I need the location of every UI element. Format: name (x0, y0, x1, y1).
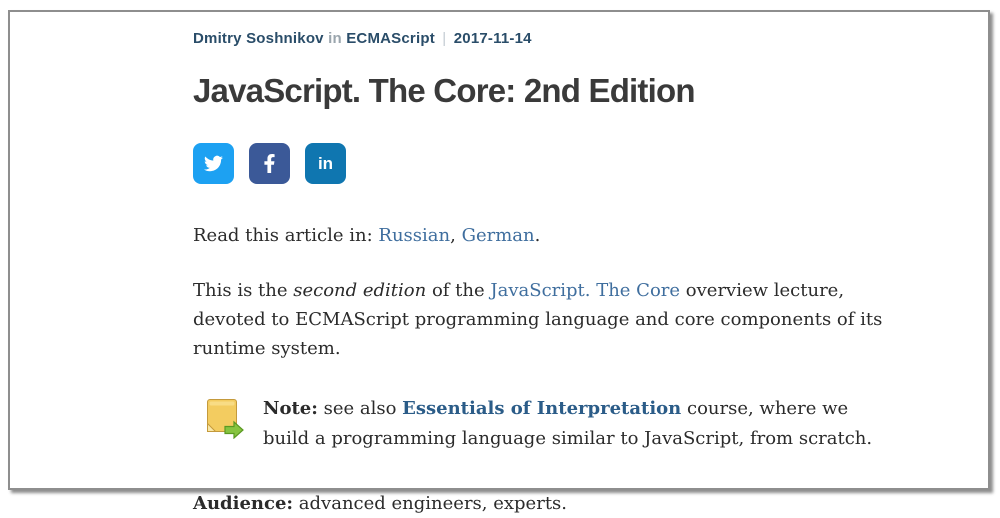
twitter-share-button[interactable] (193, 143, 234, 184)
read-in-prefix: Read this article in: (193, 225, 379, 246)
linkedin-share-button[interactable] (305, 143, 346, 184)
note-label: Note: (263, 398, 318, 419)
sticky-note-arrow-icon (204, 397, 244, 448)
intro-emphasis: second edition (293, 280, 427, 301)
intro-part1: This is the (193, 280, 294, 301)
author-link[interactable]: Dmitry Soshnikov (193, 30, 324, 47)
article-content (193, 30, 898, 518)
audience-label: Audience: (193, 493, 294, 514)
linkedin-icon: in (317, 153, 334, 173)
twitter-icon (204, 154, 223, 173)
audience-line (193, 489, 898, 518)
js-the-core-link[interactable]: JavaScript. The Core (490, 280, 681, 301)
page-title: JavaScript. The Core: 2nd Edition (193, 72, 695, 109)
read-in-comma: , (450, 225, 462, 246)
note-callout (204, 394, 876, 454)
intro-paragraph (193, 276, 898, 363)
meta-separator: | (442, 30, 447, 47)
note-part1: see also (317, 398, 403, 419)
meta-in-label: in (328, 30, 342, 47)
note-text (263, 394, 876, 454)
intro-part3: overview lecture, devoted to ECMAScript programming language and core components of its runtime system. (193, 280, 883, 359)
russian-translation-link[interactable]: Russian (378, 225, 451, 246)
intro-part2: of the (426, 280, 491, 301)
german-translation-link[interactable]: German (461, 225, 535, 246)
facebook-icon (260, 154, 279, 173)
read-in-line (193, 221, 898, 250)
category-link[interactable]: ECMAScript (346, 30, 435, 47)
essentials-of-interpretation-link[interactable]: Essentials of Interpretation (402, 398, 682, 419)
note-part2: course, where we build a programming language similar to JavaScript, from scratch. (263, 398, 873, 449)
article-meta (193, 30, 898, 47)
publish-date: 2017-11-14 (453, 30, 532, 47)
read-in-period: . (534, 225, 541, 246)
facebook-share-button[interactable] (249, 143, 290, 184)
share-buttons-row (193, 143, 898, 184)
article-card (8, 10, 990, 514)
audience-text: advanced engineers, experts. (293, 493, 568, 514)
